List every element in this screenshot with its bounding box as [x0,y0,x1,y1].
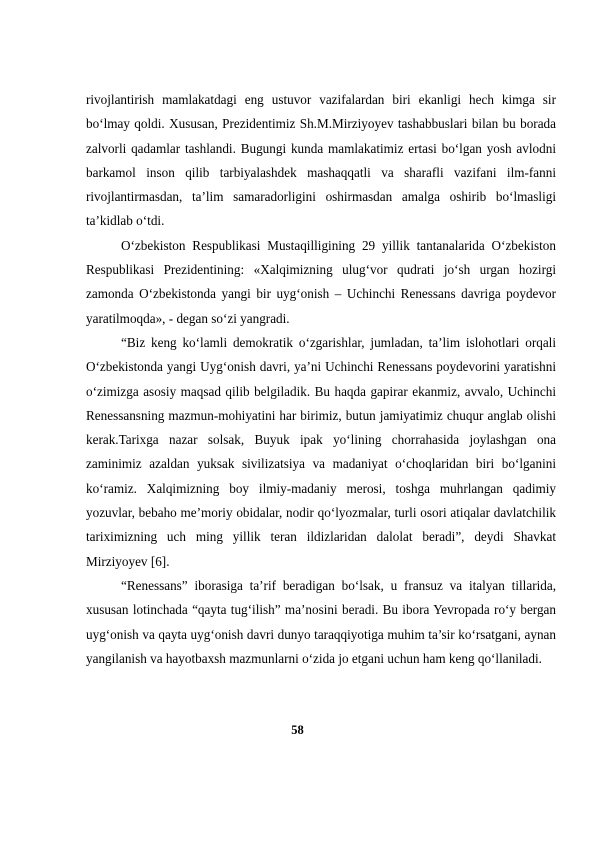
page-number: 58 [291,723,304,737]
paragraph-1: rivojlantirish mamlakatdagi eng ustuvor vazifalardan biri ekanligi hech kimga sir bo‘lmay qoldi. Xususan, Prezidentimiz Sh.M.Mirziyoyev tashabbuslari bilan bu borada zalvorli qadamlar tashlandi. Bugungi kunda mamlakatimiz ertasi bo‘lgan yosh avlodni barkamol inson qilib tarbiyalashdek mashaqqatli va sharafli vazifani ilm-fanni rivojlantirmasdan, ta’lim samaradorligini oshirmasdan amalga oshirib bo‘lmasligi ta’kidlab o‘tdi. [86,92,556,229]
paragraph-4: “Renessans” iborasiga ta’rif beradigan bo‘lsak, u fransuz va italyan tillarida, xususan lotinchada “qayta tug‘ilish” ma’nosini beradi. Bu ibora Yevropada ro‘y bergan uyg‘onish va qayta uyg‘onish davri dunyo taraqqiyotiga muhim ta’sir ko‘rsatgani, aynan yangilanish va hayotbaxsh mazmunlarni o‘zida jo etgani uchun ham keng qo‘llaniladi. [86,577,556,666]
paragraph-2: O‘zbekiston Respublikasi Mustaqilligining 29 yillik tantanalarida O‘zbekiston Respublikasi Prezidentining: «Xalqimizning ulug‘vor qudrati jo‘sh urgan hozirgi zamonda O‘zbekistonda yangi bir uyg‘onish – Uchinchi Renessans davriga poydevor yaratilmoqda», - degan so‘zi yangradi. [86,237,556,326]
document-page [86,88,556,671]
paragraph-3: “Biz keng ko‘lamli demokratik o‘zgarishlar, jumladan, ta’lim islohotlari orqali O‘zbekistonda yangi Uyg‘onish davri, ya’ni Uchinchi Renessans poydevorini yaratishni o‘zimizga asosiy maqsad qilib belgiladik. Bu haqda gapirar ekanmiz, avvalo, Uchinchi Renessansning mazmun-mohiyatini har birimiz, butun jamiyatimiz chuqur anglab olishi kerak.Tarixga nazar solsak, Buyuk ipak yo‘lining chorrahasida joylashgan ona zaminimiz azaldan yuksak sivilizatsiya va madaniyat o‘choqlaridan biri bo‘lganini ko‘ramiz. Xalqimizning boy ilmiy-madaniy merosi, toshga muhrlangan qadimiy yozuvlar, bebaho me’moriy obidalar, nodir qo‘lyozmalar, turli osori atiqalar davlatchilik tariximizning uch ming yillik teran ildizlaridan dalolat beradi”, deydi Shavkat Mirziyoyev [6]. [86,334,556,569]
